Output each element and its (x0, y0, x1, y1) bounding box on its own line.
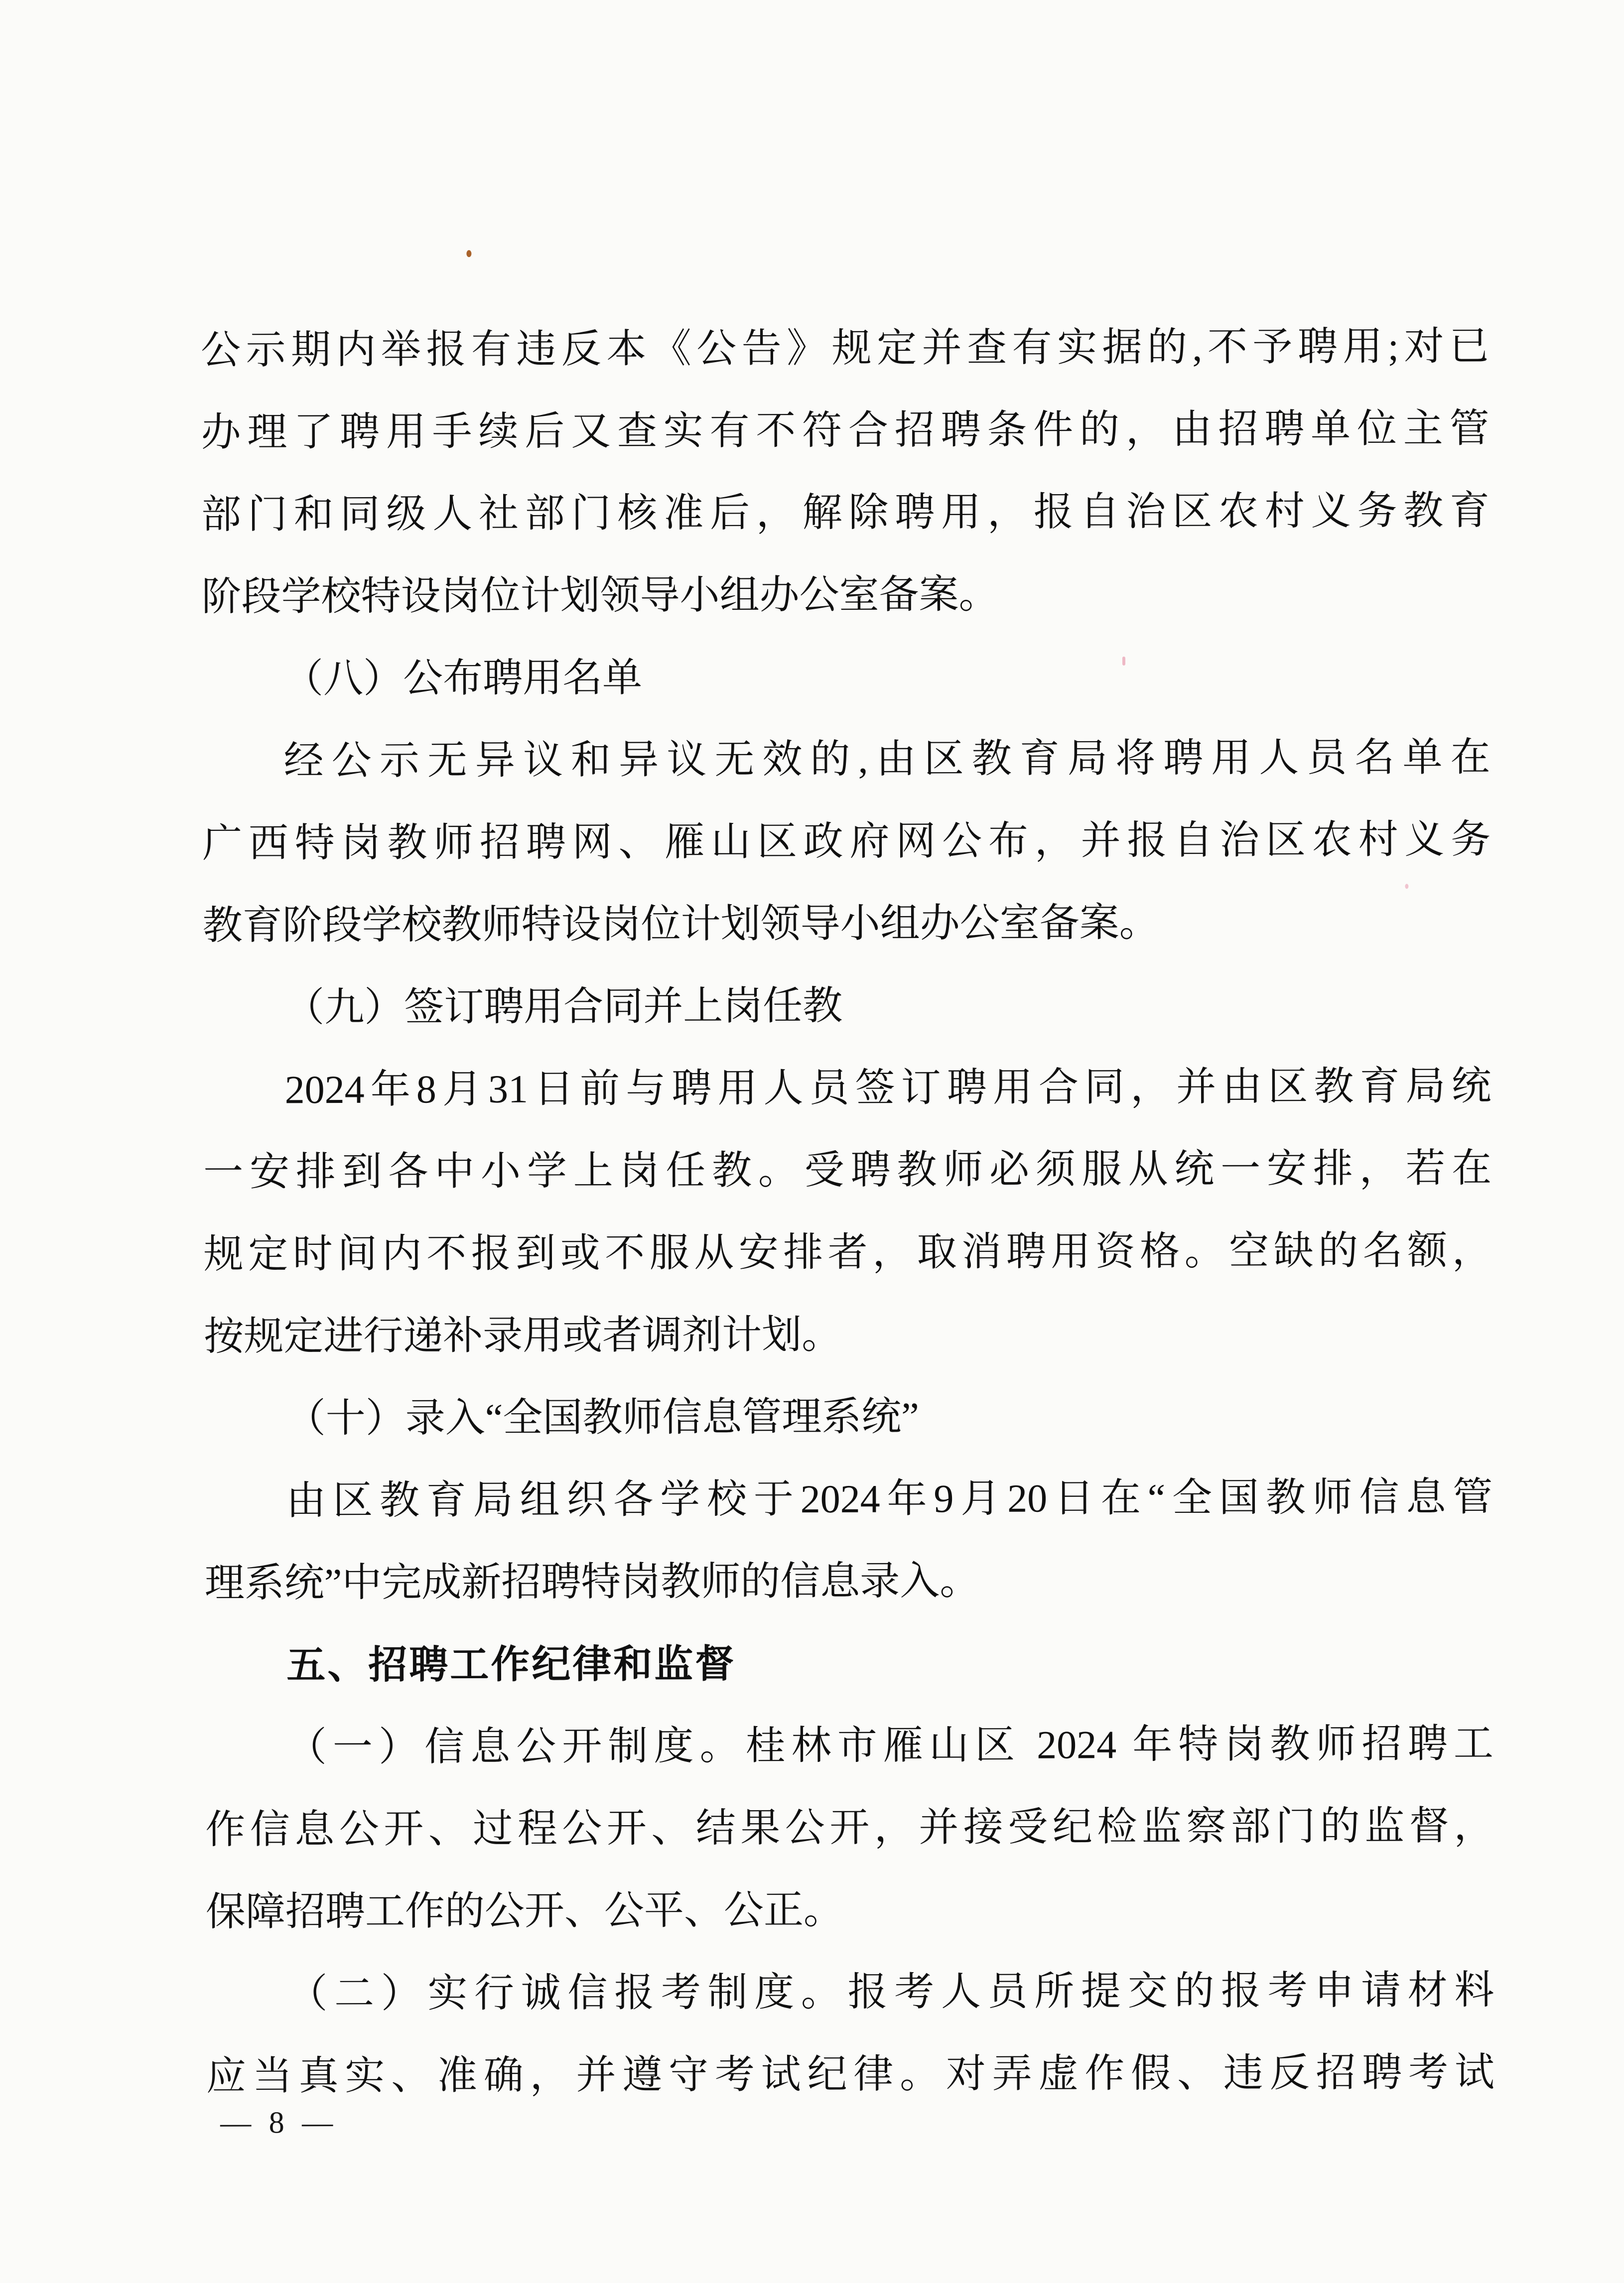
subsection-8-heading: （八）公布聘用名单 (283, 656, 643, 701)
scan-speck (1122, 657, 1125, 666)
text-line: 保障招聘工作的公开、公平、公正。 (205, 1888, 843, 1934)
text-line: 应当真实、准确，并遵守考试纪律。对弄虚作假、违反招聘考试 (206, 2050, 1495, 2099)
document-body (201, 306, 1494, 2118)
text-line: 阶段学校特设岗位计划领导小组办公室备案。 (201, 572, 999, 619)
text-line: 广西特岗教师招聘网、雁山区政府网公布，并报自治区农村义务 (202, 817, 1491, 866)
text-line: 一安排到各中小学上岗任教。受聘教师必须服从统一安排，若在 (203, 1146, 1492, 1195)
page-number: — 8 — (220, 2106, 338, 2140)
scan-speck (466, 250, 471, 257)
text-line: 2024年8月31日前与聘用人员签订聘用合同，并由区教育局统 (284, 1064, 1491, 1112)
subsection-10-heading: （十）录入“全国教师信息管理系统” (285, 1395, 919, 1441)
text-line: 办理了聘用手续后又查实有不符合招聘条件的，由招聘单位主管 (201, 406, 1489, 455)
text-line: （二）实行诚信报考制度。报考人员所提交的报考申请材料 (287, 1968, 1494, 2016)
text-line: 理系统”中完成新招聘特岗教师的信息录入。 (204, 1559, 980, 1606)
text-line: 经公示无异议和异议无效的,由区教育局将聘用人员名单在 (283, 735, 1490, 784)
text-line: 规定时间内不报到或不服从安排者，取消聘用资格。空缺的名额， (203, 1228, 1492, 1277)
text-line: 由区教育局组织各学校于2024年9月20日在“全国教师信息管 (286, 1475, 1493, 1523)
text-line: 作信息公开、过程公开、结果公开，并接受纪检监察部门的监督， (205, 1804, 1494, 1852)
scan-speck (1405, 884, 1408, 889)
text-line: 公示期内举报有违反本《公告》规定并查有实据的,不予聘用;对已 (200, 324, 1489, 373)
text-line: （一）信息公开制度。桂林市雁山区 2024 年特岗教师招聘工 (286, 1722, 1493, 1770)
text-line: 部门和同级人社部门核准后，解除聘用，报自治区农村义务教育 (201, 489, 1490, 537)
text-line: 教育阶段学校教师特设岗位计划领导小组办公室备案。 (202, 901, 1159, 948)
text-line: 按规定进行递补录用或者调剂计划。 (204, 1313, 842, 1359)
subsection-9-heading: （九）签订聘用合同并上岗任教 (284, 984, 843, 1030)
section-5-heading: 五、招聘工作纪律和监督 (286, 1641, 736, 1688)
